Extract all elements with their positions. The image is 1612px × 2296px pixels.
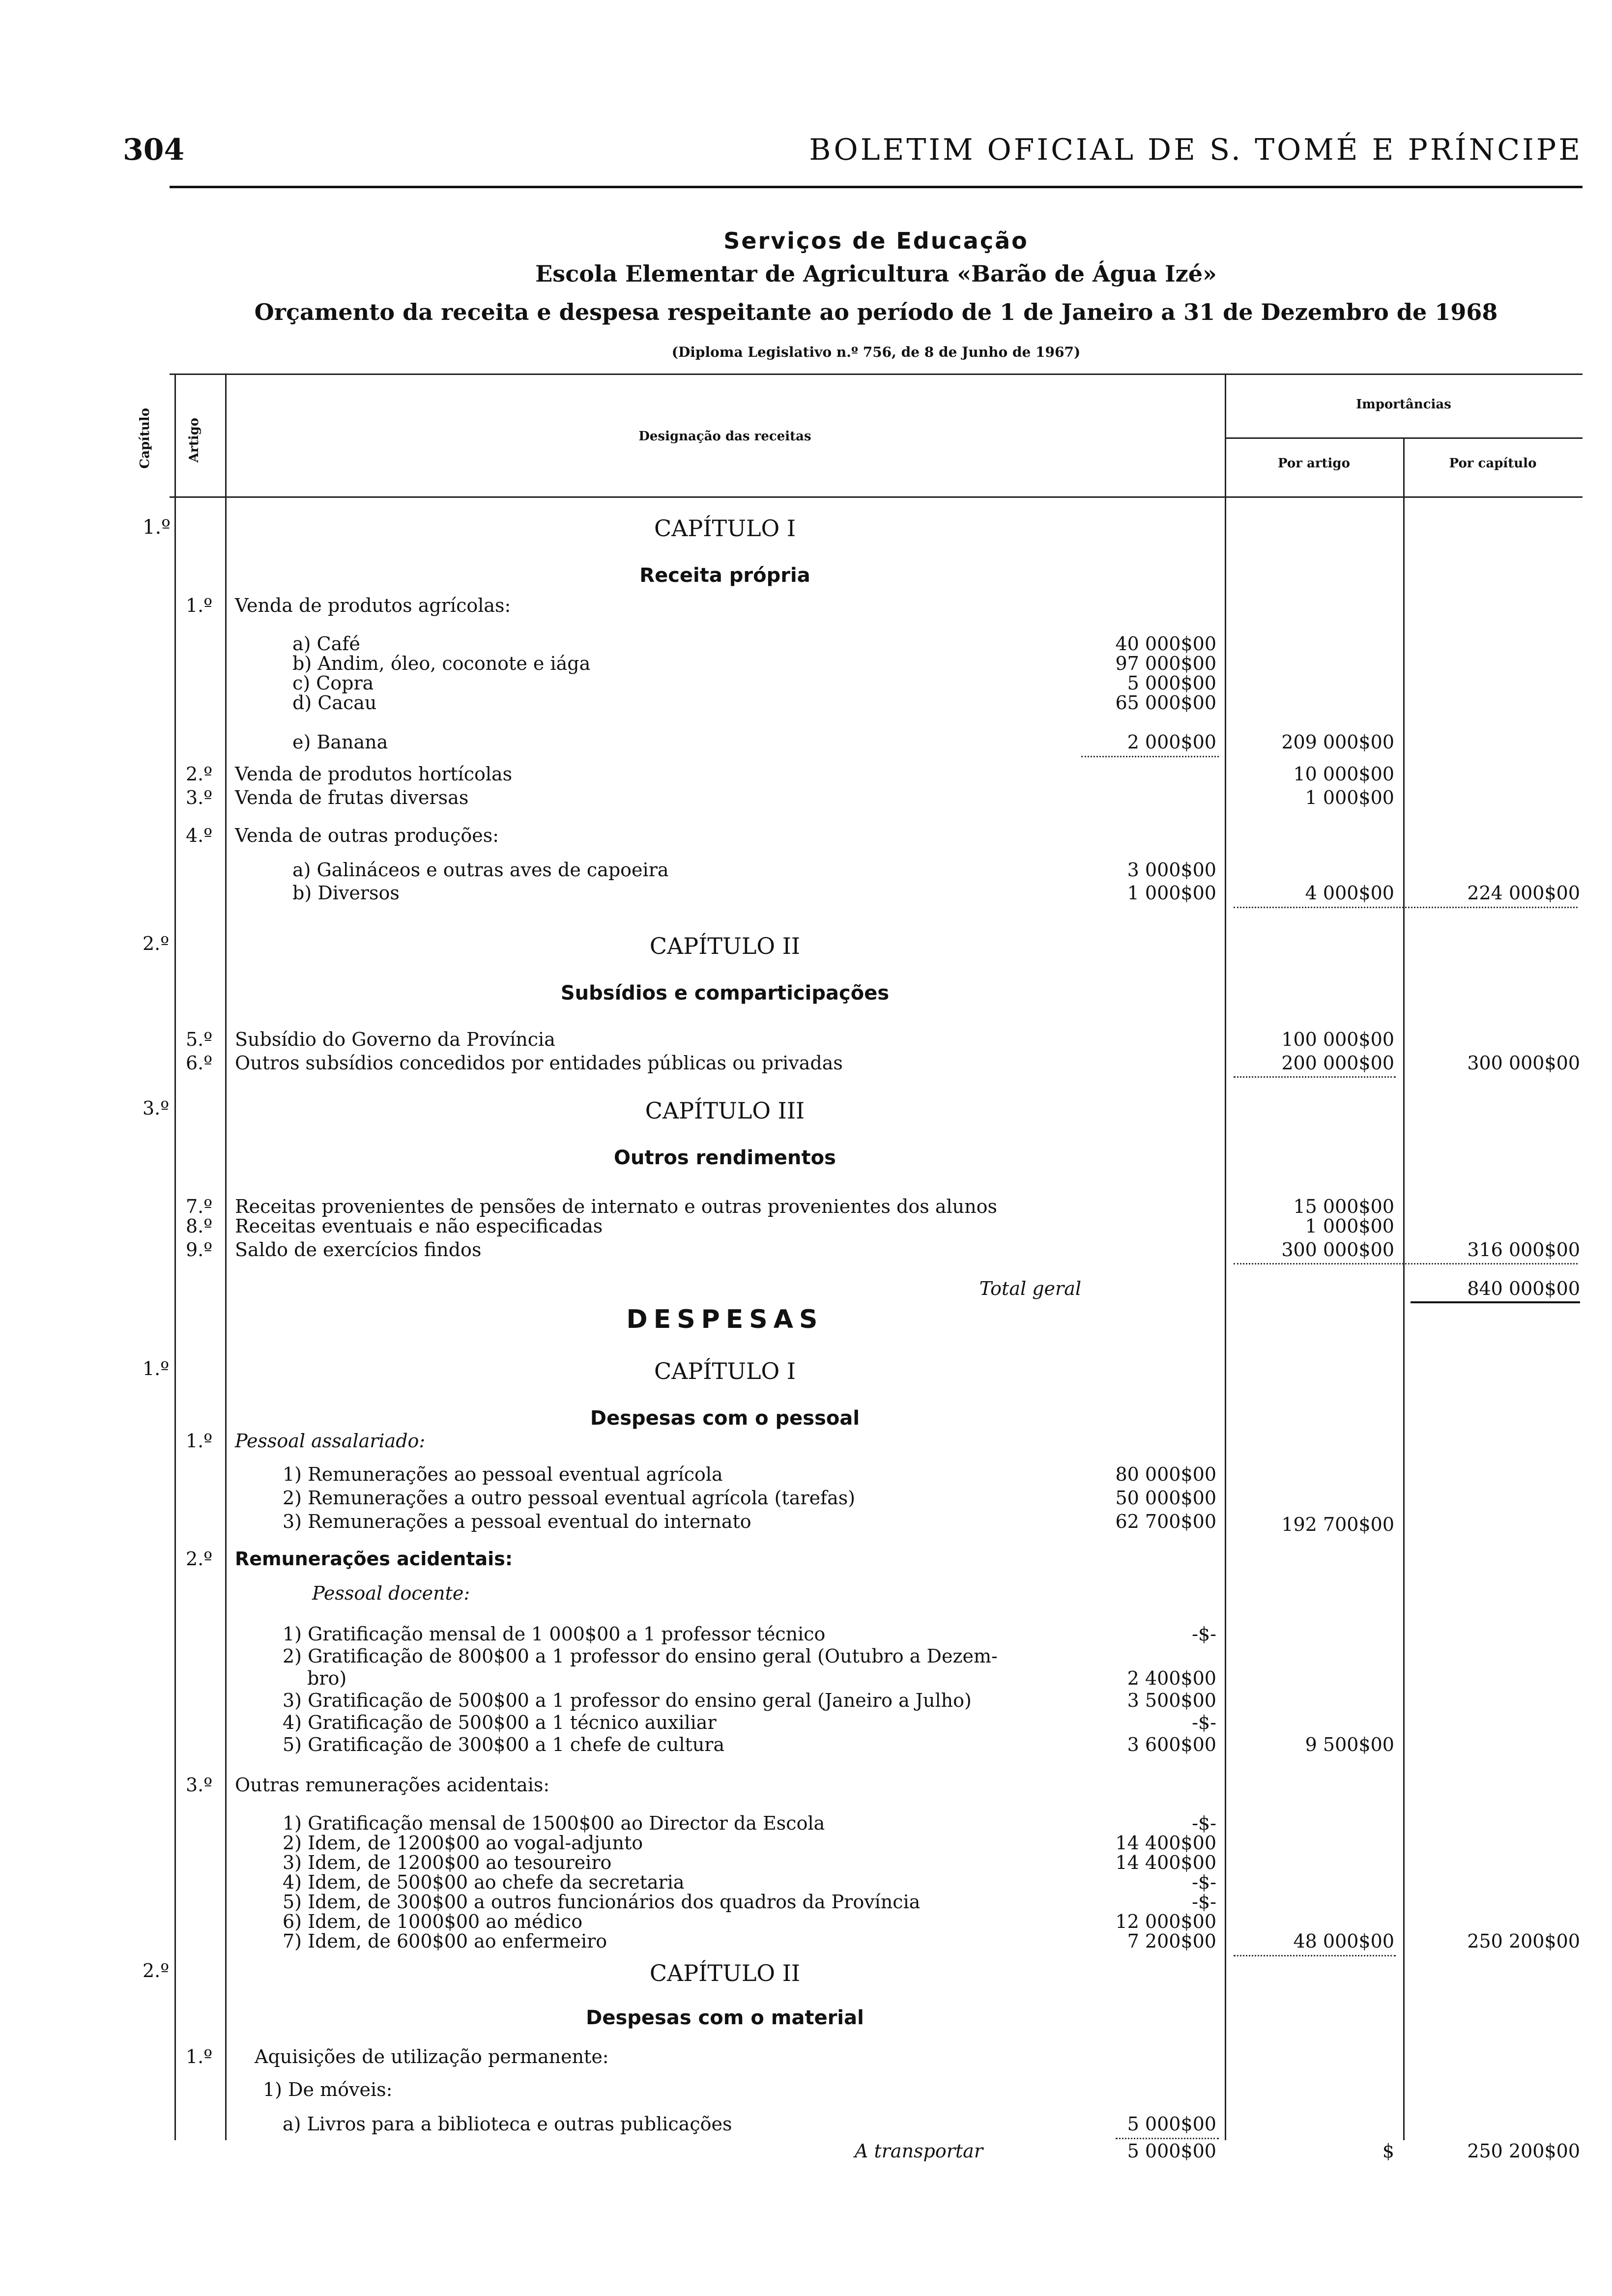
cap2-subtitle: Subsídios e comparticipações [560, 982, 890, 1004]
cap1-subtitle: Receita própria [639, 564, 810, 587]
dart2-label: Remunerações acidentais: [235, 1548, 513, 1570]
col-header-por-capitulo: Por capítulo [1449, 456, 1537, 471]
dcap1-title: CAPÍTULO I [654, 1358, 796, 1384]
despesa-item-value: 2 400$00 [1127, 1667, 1216, 1689]
despesa-item-value: 62 700$00 [1115, 1511, 1216, 1532]
art7-value: 15 000$00 [1293, 1196, 1394, 1217]
despesa-item-value: 14 400$00 [1115, 1852, 1216, 1873]
receita-item-label: e) Banana [292, 731, 388, 753]
art6-label: Outros subsídios concedidos por entidades públicas ou privadas [235, 1052, 843, 1074]
art1-label: Venda de produtos agrícolas: [235, 595, 511, 616]
receita-item-value: 1 000$00 [1127, 882, 1216, 904]
total-geral-label: Total geral [979, 1278, 1081, 1299]
col-header-artigo: Artigo [187, 418, 202, 463]
despesa-item-value: -$- [1192, 1871, 1216, 1893]
despesa-item-label: 1) Remunerações ao pessoal eventual agrícola [283, 1464, 723, 1485]
despesa-item-label: 1) Gratificação mensal de 1500$00 ao Director da Escola [283, 1812, 825, 1834]
despesa-item-label: 2) Gratificação de 800$00 a 1 professor do ensino geral (Outubro a Dezem- [283, 1645, 998, 1667]
receita-item-label: c) Copra [292, 672, 374, 694]
art2-number: 2.º [186, 763, 213, 785]
despesa-item-value: -$- [1192, 1812, 1216, 1834]
dart1-total: 192 700$00 [1281, 1514, 1394, 1535]
col-header-designacao: Designação das receitas [638, 429, 811, 444]
total-rule [1410, 1301, 1580, 1303]
cap2-total: 300 000$00 [1467, 1052, 1580, 1074]
art6-value: 200 000$00 [1281, 1052, 1394, 1074]
art5-label: Subsídio do Governo da Província [235, 1029, 555, 1050]
receita-item-value: 5 000$00 [1127, 672, 1216, 694]
despesa-item-label: 5) Idem, de 300$00 a outros funcionários dos quadros da Província [283, 1891, 921, 1913]
despesa-item-value: 3 500$00 [1127, 1690, 1216, 1711]
despesa-item-value: 3 600$00 [1127, 1734, 1216, 1755]
art3-value: 1 000$00 [1305, 787, 1394, 808]
pessoal-docente-label: Pessoal docente: [312, 1582, 470, 1604]
budget-title: Orçamento da receita e despesa respeitante ao período de 1 de Janeiro a 31 de Dezembro de 1968 [254, 299, 1498, 325]
d2art1-number: 1.º [186, 2046, 213, 2067]
cap2-number: 2.º [143, 933, 170, 954]
page-number: 304 [123, 133, 185, 167]
col-header-importancias: Importâncias [1356, 397, 1451, 412]
receita-item-label: a) Café [292, 633, 360, 655]
dcap2-title: CAPÍTULO II [649, 1960, 801, 1986]
dcap1-subtitle: Despesas com o pessoal [590, 1407, 860, 1430]
art1-total: 209 000$00 [1281, 731, 1394, 753]
dcap1-total: 250 200$00 [1467, 1930, 1580, 1952]
dart1-number: 1.º [186, 1430, 213, 1452]
subtotal-rule [1116, 2138, 1219, 2139]
table-top-rule [170, 373, 1583, 375]
dart2-number: 2.º [186, 1548, 213, 1570]
despesa-item-label: 4) Idem, de 500$00 ao chefe da secretaria [283, 1871, 685, 1893]
diploma-reference: (Diploma Legislativo n.º 756, de 8 de Junho de 1967) [671, 344, 1081, 360]
despesa-item-label: 3) Remunerações a pessoal eventual do internato [283, 1511, 751, 1532]
art9-value: 300 000$00 [1281, 1239, 1394, 1261]
despesa-item-label: a) Livros para a biblioteca e outras publicações [283, 2113, 732, 2135]
art2-label: Venda de produtos hortícolas [235, 763, 513, 785]
art6-number: 6.º [186, 1052, 213, 1074]
dcap2-subtitle: Despesas com o material [586, 2007, 864, 2029]
cap-rule [1234, 1263, 1578, 1264]
transport-label: A transportar [854, 2140, 983, 2162]
col-line-cap [174, 373, 176, 2140]
service-title: Serviços de Educação [723, 228, 1029, 254]
cap-rule [1234, 1955, 1396, 1956]
d2art1-label: Aquisições de utilização permanente: [255, 2046, 609, 2067]
art5-value: 100 000$00 [1281, 1029, 1394, 1050]
despesa-item-label: 1) Gratificação mensal de 1 000$00 a 1 professor técnico [283, 1623, 826, 1645]
receita-item-label: b) Andim, óleo, coconote e iága [292, 653, 591, 674]
art5-number: 5.º [186, 1029, 213, 1050]
art1-number: 1.º [186, 595, 213, 616]
despesa-item-value: -$- [1192, 1712, 1216, 1733]
cap1-title: CAPÍTULO I [654, 515, 796, 542]
despesa-item-label: 3) Gratificação de 500$00 a 1 professor do ensino geral (Janeiro a Julho) [283, 1690, 972, 1711]
dart1-label: Pessoal assalariado: [235, 1430, 426, 1452]
dcap1-number: 1.º [143, 1358, 170, 1379]
receita-item-value: 65 000$00 [1115, 692, 1216, 714]
art4-total: 4 000$00 [1305, 882, 1394, 904]
cap3-title: CAPÍTULO III [645, 1097, 805, 1124]
receita-item-label: d) Cacau [292, 692, 377, 714]
art8-value: 1 000$00 [1305, 1215, 1394, 1237]
col-line-art [225, 373, 227, 2140]
art4-label: Venda de outras produções: [235, 825, 499, 846]
despesa-item-value: 80 000$00 [1115, 1464, 1216, 1485]
cap2-title: CAPÍTULO II [649, 933, 801, 959]
header-rule [170, 186, 1583, 188]
dart3-label: Outras remunerações acidentais: [235, 1774, 550, 1796]
despesa-item-value: 50 000$00 [1115, 1487, 1216, 1509]
dcap2-number: 2.º [143, 1960, 170, 1981]
cap1-total: 224 000$00 [1467, 882, 1580, 904]
cap3-total: 316 000$00 [1467, 1239, 1580, 1261]
despesa-item-label: 3) Idem, de 1200$00 ao tesoureiro [283, 1852, 612, 1873]
cap3-subtitle: Outros rendimentos [614, 1147, 836, 1169]
publication-title: BOLETIM OFICIAL DE S. TOMÉ E PRÍNCIPE [809, 133, 1583, 167]
importancias-rule [1225, 437, 1583, 439]
col-header-capitulo: Capítulo [138, 408, 152, 469]
art8-label: Receitas eventuais e não especificadas [235, 1215, 603, 1237]
receita-item-label: a) Galináceos e outras aves de capoeira [292, 859, 669, 881]
receita-item-value: 2 000$00 [1127, 731, 1216, 753]
dart3-number: 3.º [186, 1774, 213, 1796]
art3-label: Venda de frutas diversas [235, 787, 469, 808]
despesa-item-label: 2) Remunerações a outro pessoal eventual agrícola (tarefas) [283, 1487, 856, 1509]
cap-rule [1234, 907, 1578, 908]
receita-item-value: 3 000$00 [1127, 859, 1216, 881]
despesa-item-value: 14 400$00 [1115, 1832, 1216, 1854]
despesa-item-label: 6) Idem, de 1000$00 ao médico [283, 1911, 583, 1932]
transport-por-artigo: $ [1382, 2140, 1394, 2162]
art7-number: 7.º [186, 1196, 213, 1217]
art3-number: 3.º [186, 787, 213, 808]
despesa-item-label: 5) Gratificação de 300$00 a 1 chefe de cultura [283, 1734, 725, 1755]
despesa-item-value: 5 000$00 [1127, 2113, 1216, 2135]
transport-artigo-value: 5 000$00 [1127, 2140, 1216, 2162]
despesa-item-label: 7) Idem, de 600$00 ao enfermeiro [283, 1930, 607, 1952]
despesa-item-value: -$- [1192, 1623, 1216, 1645]
despesa-item-label: bro) [307, 1667, 347, 1689]
dart2-total: 9 500$00 [1305, 1734, 1394, 1755]
art9-number: 9.º [186, 1239, 213, 1261]
art4-number: 4.º [186, 825, 213, 846]
table-header-rule [170, 496, 1583, 498]
receita-item-value: 40 000$00 [1115, 633, 1216, 655]
cap3-number: 3.º [143, 1097, 170, 1119]
receita-item-value: 97 000$00 [1115, 653, 1216, 674]
despesa-item-value: -$- [1192, 1891, 1216, 1913]
cap-rule [1234, 1076, 1396, 1078]
despesa-item-value: 12 000$00 [1115, 1911, 1216, 1932]
despesa-item-value: 7 200$00 [1127, 1930, 1216, 1952]
despesa-item-label: 4) Gratificação de 500$00 a 1 técnico auxiliar [283, 1712, 717, 1733]
despesa-item-label: 2) Idem, de 1200$00 ao vogal-adjunto [283, 1832, 643, 1854]
cap1-number: 1.º [143, 516, 171, 539]
col-header-por-artigo: Por artigo [1278, 456, 1350, 471]
despesas-title: DESPESAS [626, 1305, 824, 1334]
receita-item-label: b) Diversos [292, 882, 400, 904]
art2-value: 10 000$00 [1293, 763, 1394, 785]
art9-label: Saldo de exercícios findos [235, 1239, 482, 1261]
transport-cap-value: 250 200$00 [1467, 2140, 1580, 2162]
art8-number: 8.º [186, 1215, 213, 1237]
d2-sub1-label: 1) De móveis: [263, 2079, 393, 2100]
total-geral-value: 840 000$00 [1467, 1278, 1580, 1299]
school-title: Escola Elementar de Agricultura «Barão de Água Izé» [535, 260, 1217, 287]
subtotal-rule [1081, 756, 1219, 757]
dart3-total: 48 000$00 [1293, 1930, 1394, 1952]
art7-label: Receitas provenientes de pensões de internato e outras provenientes dos alunos [235, 1196, 997, 1217]
